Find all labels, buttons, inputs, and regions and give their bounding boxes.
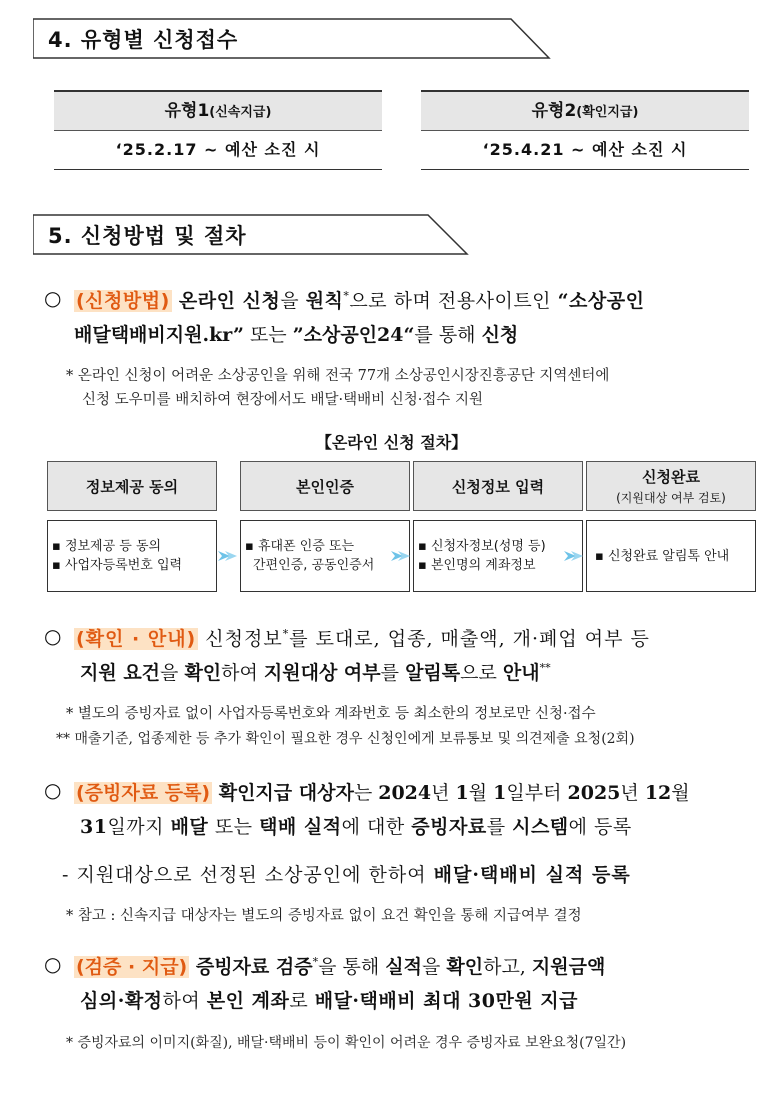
bullet-3-note-1: * 참고 : 신속지급 대상자는 별도의 증빙자료 없이 요건 확인을 통해 지급여부 결정 xyxy=(66,908,582,924)
bullet-3-line-2 xyxy=(80,812,632,839)
bullet-circle: ○ xyxy=(44,952,62,976)
bullet-1-line-2 xyxy=(74,320,518,347)
text: 을 통해 xyxy=(318,956,386,978)
bullet-3-dash-line xyxy=(62,860,631,887)
text: 알림톡 xyxy=(405,662,461,684)
section-4-title: 4. 유형별 신청접수 xyxy=(48,28,239,52)
bullet-2-line-1 xyxy=(74,624,650,651)
tag-verify-pay: (검증 · 지급) xyxy=(76,956,188,978)
arrow-right-icon xyxy=(564,549,584,563)
text: 확인 xyxy=(446,956,484,978)
section-5-title: 5. 신청방법 및 절차 xyxy=(48,224,247,248)
text: 일부터 xyxy=(506,782,568,804)
text: 본인 계좌 xyxy=(206,990,290,1012)
text: 를 통해 xyxy=(414,324,482,346)
bullet-1-note-1: * 온라인 신청이 어려운 소상공인을 위해 전국 77개 소상공인시장진흥공단 지역센터에 xyxy=(66,368,610,384)
text: 배달·택배비 최대 30만원 지급 xyxy=(314,990,579,1012)
text-apply: 신청 xyxy=(481,324,519,346)
text: 또는 xyxy=(243,324,293,346)
footnote-mark: * xyxy=(343,289,350,303)
type-1-date: ‘25.2.17 ~ 예산 소진 시 xyxy=(54,131,382,170)
arrow-right-icon xyxy=(218,549,238,563)
bullet-3-line-1 xyxy=(74,778,690,805)
text: 12 xyxy=(644,782,672,804)
text: 1 xyxy=(455,782,469,804)
text: 년 xyxy=(431,782,456,804)
text: 을 xyxy=(160,662,185,684)
step-3-head xyxy=(413,461,583,511)
text: 으로 하며 전용사이트인 xyxy=(349,290,558,312)
text: 에 대한 xyxy=(341,816,412,838)
text: 31 xyxy=(80,816,108,838)
bullet-2-note-1: * 별도의 증빙자료 없이 사업자등록번호와 계좌번호 등 최소한의 정보로만 신청·접수 xyxy=(66,706,596,722)
tag-confirm-notify: (확인 · 안내) xyxy=(76,628,197,650)
text: 증빙자료 검증 xyxy=(189,956,313,978)
text: 신청정보 xyxy=(198,628,283,650)
step-3-title: 신청정보 입력 xyxy=(451,477,545,496)
bullet-circle: ○ xyxy=(44,286,62,310)
text: 지원 요건 xyxy=(80,662,161,684)
text: 일까지 xyxy=(107,816,171,838)
text: 하여 xyxy=(221,662,264,684)
step-4-head xyxy=(586,461,756,511)
type-1-name: 유형1 xyxy=(164,101,210,121)
bullet-4-note-1: * 증빙자료의 이미지(화질), 배달·택배비 등이 확인이 어려운 경우 증빙자료 보완요청(7일간) xyxy=(66,1035,627,1051)
text: 심의·확정 xyxy=(80,990,163,1012)
text: 월 xyxy=(468,782,494,804)
bullet-4-line-2 xyxy=(80,986,578,1013)
section-4-header xyxy=(33,18,553,58)
text: 을 xyxy=(421,956,447,978)
text-site-url: 배달택배비지원.kr” xyxy=(74,324,244,346)
text: 확인 xyxy=(184,662,222,684)
text: 배달·택배비 실적 등록 xyxy=(433,864,631,886)
text: 증빙자료 xyxy=(411,816,487,838)
type-2-name: 유형2 xyxy=(531,101,577,121)
text: 2024 xyxy=(378,782,432,804)
text: 로 xyxy=(289,990,315,1012)
text-site-24: ”소상공인24“ xyxy=(292,324,415,346)
step-2-line-2: 간편인증, 공동인증서 xyxy=(253,558,375,573)
step-4-box xyxy=(586,520,756,592)
type-2-sub: (확인지급) xyxy=(576,105,639,120)
text: - 지원대상으로 선정된 소상공인에 한하여 xyxy=(62,864,434,886)
step-4-subtitle: (지원대상 여부 검토) xyxy=(616,491,726,505)
type-2-box xyxy=(421,90,749,172)
footnote-mark: * xyxy=(312,955,319,969)
text: 를 xyxy=(380,662,406,684)
step-4-title: 신청완료 xyxy=(642,468,700,486)
type-2-header xyxy=(421,90,749,131)
step-2-title: 본인인증 xyxy=(296,477,354,496)
bullet-circle: ○ xyxy=(44,624,62,648)
text: 월 xyxy=(671,782,690,804)
bullet-1-line-1 xyxy=(74,286,644,313)
text: 확인지급 대상자 xyxy=(212,782,354,804)
bullet-circle: ○ xyxy=(44,778,62,802)
text: 하여 xyxy=(162,990,207,1012)
text: 안내 xyxy=(502,662,540,684)
type-2-date: ‘25.4.21 ~ 예산 소진 시 xyxy=(421,131,749,170)
step-3-line-1: ▪ 신청자정보(성명 등) xyxy=(418,539,546,554)
bullet-4-line-1 xyxy=(74,952,605,979)
text: 년 xyxy=(620,782,645,804)
text: 택배 실적 xyxy=(259,816,342,838)
section-5-header xyxy=(33,214,473,254)
text: 는 xyxy=(353,782,379,804)
text: 실적 xyxy=(385,956,422,978)
step-2-head xyxy=(240,461,410,511)
tag-application-method: (신청방법) xyxy=(76,290,170,312)
text: 또는 xyxy=(208,816,260,838)
text: 으로 xyxy=(460,662,503,684)
bullet-2-line-2 xyxy=(80,658,551,685)
text: 을 xyxy=(280,290,306,312)
step-4-line-1: ▪ 신청완료 알림톡 안내 xyxy=(595,548,730,564)
step-1-line-2: ▪ 사업자등록번호 입력 xyxy=(52,558,183,573)
text: 하고, xyxy=(483,956,532,978)
text: 를 xyxy=(486,816,513,838)
text: 시스템 xyxy=(512,816,569,838)
tag-evidence-registration: (증빙자료 등록) xyxy=(76,782,211,804)
type-1-sub: (신속지급) xyxy=(209,105,272,120)
text: 를 토대로, 업종, 매출액, 개·폐업 여부 등 xyxy=(289,628,650,650)
type-1-header xyxy=(54,90,382,131)
text-online: 온라인 신청 xyxy=(171,290,281,312)
process-title: 【온라인 신청 절차】 xyxy=(315,433,468,452)
text-principle: 원칙 xyxy=(305,290,344,312)
step-3-box xyxy=(413,520,583,592)
text: 배달 xyxy=(170,816,209,838)
step-1-head xyxy=(47,461,217,511)
text: 2025 xyxy=(567,782,621,804)
text: 1 xyxy=(493,782,507,804)
step-2-box xyxy=(240,520,410,592)
text: 지원금액 xyxy=(531,956,606,978)
text-site-name: “소상공인 xyxy=(557,290,645,312)
step-1-box xyxy=(47,520,217,592)
step-1-title: 정보제공 동의 xyxy=(85,477,179,496)
step-3-line-2: ▪ 본인명의 계좌정보 xyxy=(418,558,536,573)
step-1-line-1: ▪ 정보제공 등 동의 xyxy=(52,539,162,554)
text: 지원대상 여부 xyxy=(263,662,381,684)
step-2-line-1: ▪ 휴대폰 인증 또는 xyxy=(245,539,355,554)
arrow-right-icon xyxy=(391,549,411,563)
bullet-2-note-2: ** 매출기준, 업종제한 등 추가 확인이 필요한 경우 신청인에게 보류통보 및 의견제출 요청(2회) xyxy=(56,731,635,747)
bullet-1-note-2: 신청 도우미를 배치하여 현장에서도 배달·택배비 신청·접수 지원 xyxy=(82,392,484,408)
footnote-mark: * xyxy=(282,627,290,641)
type-1-box xyxy=(54,90,382,172)
text: 에 등록 xyxy=(568,816,632,838)
footnote-mark: ** xyxy=(539,661,551,675)
